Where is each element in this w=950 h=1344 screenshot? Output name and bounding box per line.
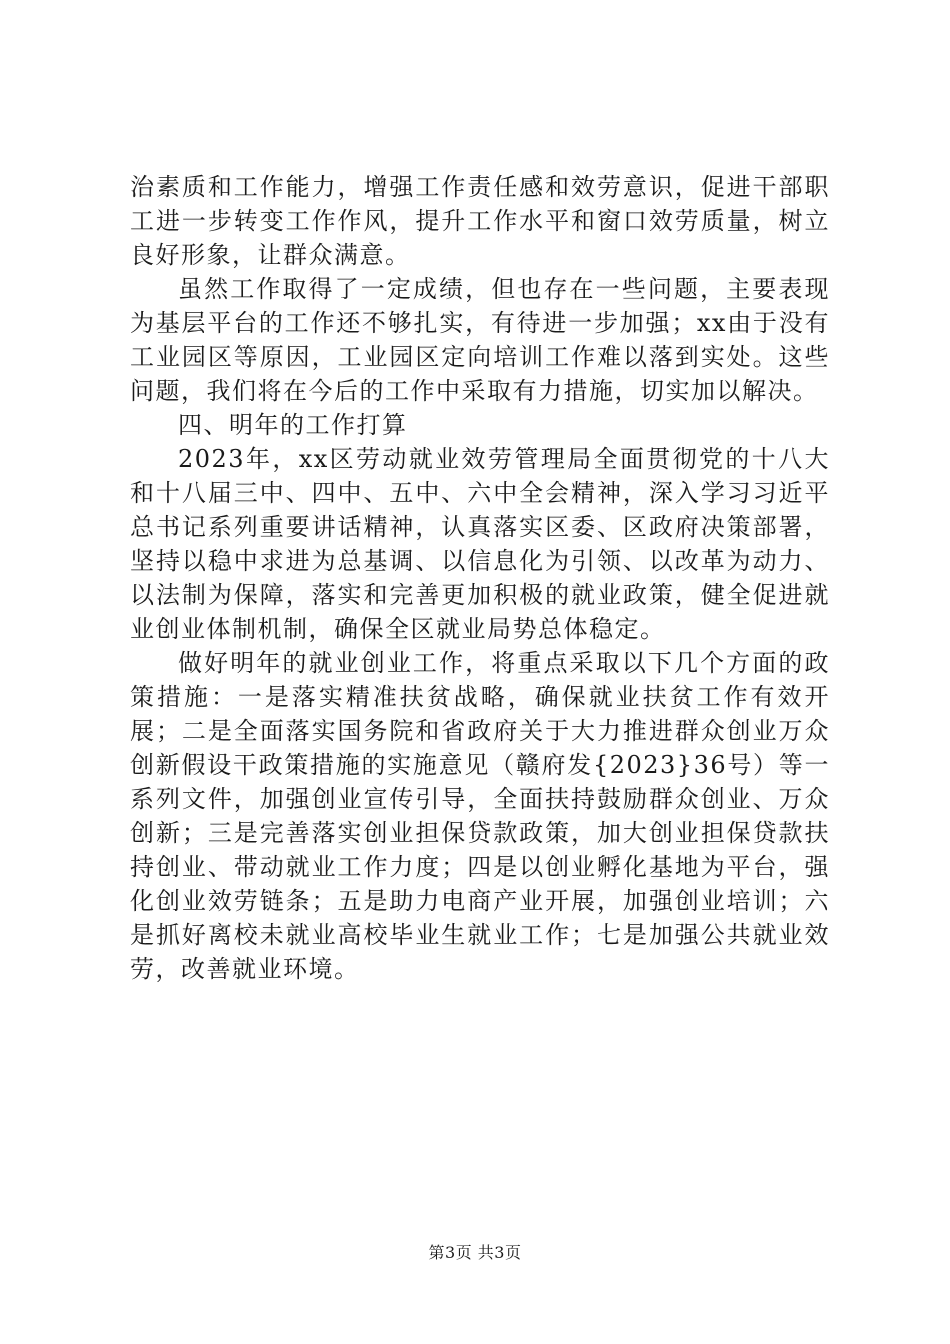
section-heading: 四、明年的工作打算: [178, 411, 408, 439]
paragraph-3: 2023年，xx区劳动就业效劳管理局全面贯彻党的十八大和十八届三中、四中、五中、六中全会精神，深入学习习近平总书记系列重要讲话精神，认真落实区委、区政府决策部署，坚持以稳中求进为总基调、以信息化为引领、以改革为动力、以法制为保障，落实和完善更加积极的就业政策，健全促进就业创业体制机制，确保全区就业局势总体稳定。: [130, 445, 830, 643]
page-footer: 第3页 共3页: [428, 1243, 522, 1262]
document-body: [130, 170, 830, 986]
paragraph-4: 做好明年的就业创业工作，将重点采取以下几个方面的政策措施：一是落实精准扶贫战略，确保就业扶贫工作有效开展；二是全面落实国务院和省政府关于大力推进群众创业万众创新假设干政策措施的实施意见（赣府发{2023}36号）等一系列文件，加强创业宣传引导，全面扶持鼓励群众创业、万众创新；三是完善落实创业担保贷款政策，加大创业担保贷款扶持创业、带动就业工作力度；四是以创业孵化基地为平台，强化创业效劳链条；五是助力电商产业开展，加强创业培训；六是抓好离校未就业高校毕业生就业工作；七是加强公共就业效劳，改善就业环境。: [130, 649, 830, 983]
paragraph-2: 虽然工作取得了一定成绩，但也存在一些问题，主要表现为基层平台的工作还不够扎实，有待进一步加强；xx由于没有工业园区等原因，工业园区定向培训工作难以落到实处。这些问题，我们将在今后的工作中采取有力措施，切实加以解决。: [130, 275, 830, 405]
paragraph-1: 治素质和工作能力，增强工作责任感和效劳意识，促进干部职工进一步转变工作作风，提升工作水平和窗口效劳质量，树立良好形象，让群众满意。: [130, 173, 830, 269]
